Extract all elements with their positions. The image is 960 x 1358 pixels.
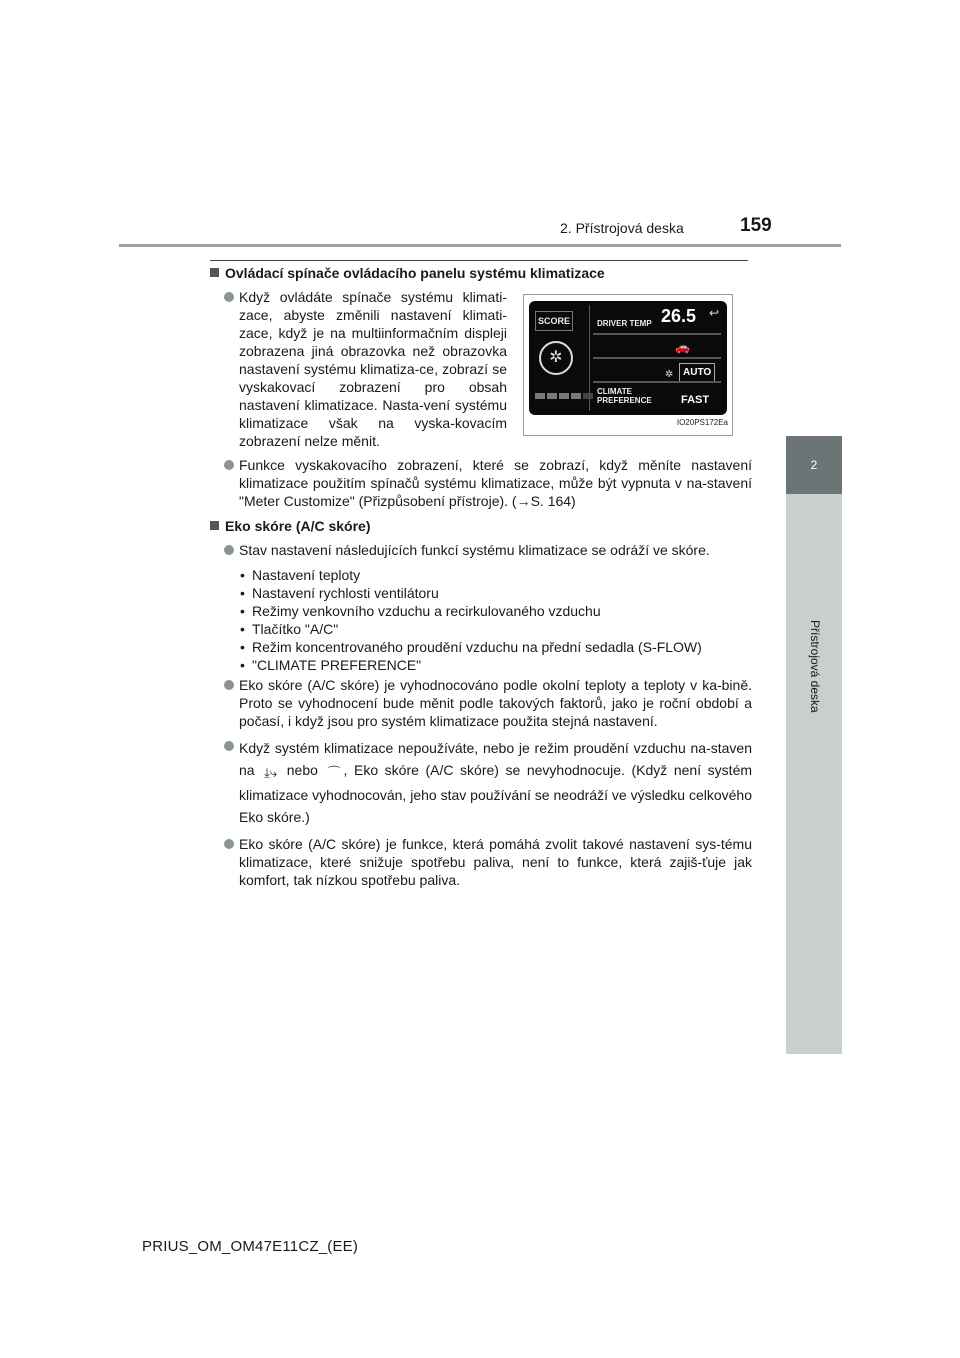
list-item: • Tlačítko "A/C" bbox=[240, 621, 339, 637]
screen-separator bbox=[593, 381, 721, 383]
bullet-row bbox=[224, 456, 752, 510]
square-bullet-icon bbox=[210, 521, 219, 530]
list-item: • Nastavení teploty bbox=[240, 567, 361, 583]
windshield-defrost-icon: ⌒ bbox=[327, 765, 341, 780]
score-bars bbox=[535, 393, 593, 399]
car-recirculation-icon: 🚗 bbox=[675, 340, 690, 354]
screen-separator bbox=[593, 333, 721, 335]
list-item: • Režim koncentrovaného proudění vzduchu na přední sedadla (S-FLOW) bbox=[240, 639, 702, 655]
section-title-text: Eko skóre (A/C skóre) bbox=[225, 518, 371, 534]
document-code: PRIUS_OM_OM47E11CZ_(EE) bbox=[142, 1238, 359, 1255]
driver-temp-label: DRIVER TEMP bbox=[597, 319, 652, 328]
figure-code: IO20PS172Ea bbox=[676, 418, 728, 427]
driver-temp-value: 26.5 bbox=[661, 306, 697, 326]
bullet-text: Když systém klimatizace nepoužíváte, nebo je režim proudění vzduchu na-staven na ⤓⤷ nebo ⌒ , Eko skóre (A/C skóre) se nevyhodnocuje. (Když není systém klimatizace vyhodnocován, jeho stav používání se neodráží ve výsledku celkového Eko skóre.) bbox=[239, 740, 753, 825]
list-item: • "CLIMATE PREFERENCE" bbox=[240, 657, 422, 673]
page-number: 159 bbox=[740, 215, 772, 236]
bullet-row bbox=[224, 541, 752, 559]
list-item: • Nastavení rychlosti ventilátoru bbox=[240, 585, 439, 601]
section-title-climate-switches bbox=[210, 264, 752, 282]
fan-icon: ✲ bbox=[539, 341, 573, 375]
bullet-dot-icon bbox=[224, 292, 234, 302]
screen-separator bbox=[593, 357, 721, 359]
bullet-row bbox=[224, 737, 752, 828]
display-screen bbox=[529, 301, 727, 415]
back-arrow-icon: ↩ bbox=[708, 306, 719, 320]
bullet-text: Funkce vyskakovacího zobrazení, které se zobrazí, když měníte nastavení klimatizace použitím spínačů systému klimatizace, může být vypnuta v na-stavení "Meter Customize" (Přizpůsobení přístroje). (→S. 164) bbox=[239, 457, 752, 509]
chapter-title: 2. Přístrojová deska bbox=[560, 220, 684, 236]
fan-small-icon: ✲ bbox=[665, 369, 674, 380]
section-title-text: Ovládací spínače ovládacího panelu systému klimatizace bbox=[225, 265, 605, 281]
bullet-with-figure bbox=[224, 288, 752, 450]
climate-display-figure bbox=[523, 294, 733, 436]
bullet-row bbox=[224, 676, 752, 730]
bullet-text: Když ovládáte spínače systému klimati-zace, abyste změnili nastavení klimati-zace, když je na multiinformačním displeji zobrazena jiná obrazovka než obrazovka nastavení systému klimatiza-ce, zobrazí se vyskakovací zobrazení pro obsah nastavení klimatizace. Nasta-vení systému klimatizace však na vyska-kovacím zobrazení nelze měnit. bbox=[239, 289, 507, 449]
climate-preference-value: FAST bbox=[681, 394, 710, 406]
section-rule bbox=[210, 260, 748, 261]
header-rule bbox=[119, 244, 841, 247]
bullet-text: Eko skóre (A/C skóre) je funkce, která pomáhá zvolit takové nastavení sys-tému klimatizace, které snižuje spotřebu paliva, není to funkce, která zajiš-ťuje jak komfort, tak nízkou spotřebu paliva. bbox=[239, 836, 752, 888]
square-bullet-icon bbox=[210, 268, 219, 277]
side-tab-bar bbox=[786, 494, 842, 1054]
list-item: • Režimy venkovního vzduchu a recirkulovaného vzduchu bbox=[240, 603, 601, 619]
main-content bbox=[210, 264, 752, 896]
bullet-dot-icon bbox=[224, 680, 234, 690]
side-tab-number: 2 bbox=[786, 436, 842, 494]
score-label: SCORE bbox=[535, 311, 573, 331]
auto-label: AUTO bbox=[679, 363, 715, 383]
bullet-row bbox=[224, 835, 752, 889]
climate-preference-label: CLIMATE PREFERENCE bbox=[597, 387, 652, 405]
bullet-text: Stav nastavení následujících funkcí systému klimatizace se odráží ve skóre. bbox=[239, 542, 710, 558]
bullet-text: Eko skóre (A/C skóre) je vyhodnocováno podle okolní teploty a teploty v ka-bině. Proto se vyhodnocení bude měnit podle takových faktorů, jako je roční období a počasí, i když jsou pro systém klimatizace použita stejná nastavení. bbox=[239, 677, 752, 729]
bullet-dot-icon bbox=[224, 460, 234, 470]
bullet-dot-icon bbox=[224, 545, 234, 555]
screen-divider bbox=[589, 305, 590, 411]
airflow-feet-icon: ⤓⤷ bbox=[264, 765, 278, 780]
bullet-dot-icon bbox=[224, 741, 234, 751]
section-title-eco-score bbox=[210, 517, 752, 535]
bullet-dot-icon bbox=[224, 839, 234, 849]
function-list bbox=[240, 566, 752, 674]
side-tab-label: Přístrojová deska bbox=[808, 620, 822, 713]
